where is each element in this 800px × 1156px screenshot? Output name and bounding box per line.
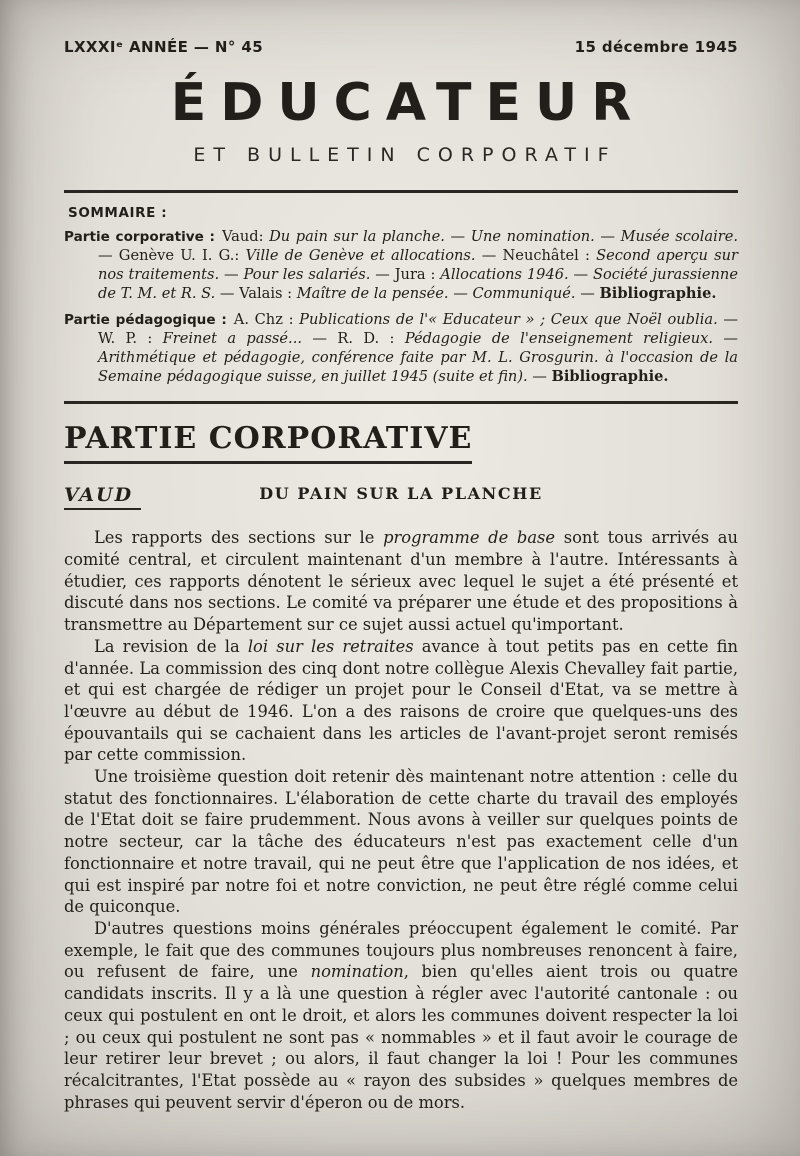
paragraph: D'autres questions moins générales préoccupent également le comité. Par exemple, le fait que des communes toujours plus nombreuses renoncent à faire, ou refusent de faire, une nomination, bien qu'elles aient trois ou quatre candidats inscrits. Il y a là une question à régler avec l'autorité cantonale : ou ceux qui postulent en ont le droit, et alors les communes doivent respecter la loi ; ou ceux qui postulent ne sont pas « nommables » et il faut avoir le courage de leur retirer leur brevet ; ou alors, il faut changer la loi ! Pour les communes récalcitrantes, l'Etat possède au « rayon des subsides » quelques membres de phrases qui peuvent servir d'éperon ou de mors. <box>64 919 738 1112</box>
article-body <box>64 527 738 1113</box>
article-head <box>64 484 738 512</box>
sommaire-lead-pedagogique: Partie pédagogique : <box>64 312 227 329</box>
sommaire-entry-pedagogique <box>64 311 738 387</box>
sommaire-lead-corporative: Partie corporative : <box>64 228 215 245</box>
sommaire-label: SOMMAIRE : <box>68 204 168 221</box>
sommaire-text-pedagogique: A. Chz : Publications de l'« Educateur » ; Ceux que Noël oublia. — W. P. : Freinet a passé... — R. D. : Pédagogie de l'enseignement religieux. — Arithmétique et pédagogie, conférence faite par M. L. Grosgurin. à l'occasion de la Semaine pédagogique suisse, en juillet 1945 (suite et fin). — Bibliographie. <box>98 311 739 386</box>
masthead <box>64 38 738 166</box>
section-heading-text: PARTIE CORPORATIVE <box>64 422 472 464</box>
article-title: DU PAIN SUR LA PLANCHE <box>259 484 543 504</box>
sommaire-section <box>64 205 738 388</box>
journal-title: ÉDUCATEUR <box>170 73 646 133</box>
issue-number: LXXXIᵉ ANNÉE — N° 45 <box>64 38 264 56</box>
journal-subtitle: ET BULLETIN CORPORATIF <box>193 143 617 166</box>
paragraph: Les rapports des sections sur le programme de base sont tous arrivés au comité central, et circulent maintenant d'un membre à l'autre. Intéressants à étudier, ces rapports dénotent le sérieux avec lequel le sujet a été présenté et discuté dans nos sections. Le comité va préparer une étude et des propositions à transmettre au Département sur ce sujet aussi actuel qu'important. <box>64 528 738 635</box>
paragraph: La revision de la loi sur les retraites avance à tout petits pas en cette fin d'année. La commission des cinq dont notre collègue Alexis Chevalley fait partie, et qui est chargée de rédiger un projet pour le Conseil d'Etat, va se mettre à l'œuvre au début de 1946. L'on a des raisons de croire que quelques-uns des épouvantails qui se cachaient dans les articles de l'avant-projet seront remisés par cette commission. <box>64 636 738 765</box>
issue-date: 15 décembre 1945 <box>574 38 738 56</box>
paragraph: Une troisième question doit retenir dès maintenant notre attention : celle du statut des fonctionnaires. L'élaboration de cette charte du travail des employés de l'Etat doit se faire prudemment. Nous avons à veiller sur quelques points de notre secteur, car la tâche des éducateurs n'est pas exactement celle d'un fonctionnaire et notre travail, qui ne peut être que l'application de nos idées, et qui est inspiré par notre foi et notre conviction, ne peut être réglé comme celui de quiconque. <box>64 767 738 917</box>
issue-row <box>64 38 738 56</box>
sommaire-text-corporative: Vaud: Du pain sur la planche. — Une nomination. — Musée scolaire. — Genève U. I. G.: Ville de Genève et allocations. — Neuchâtel : Second aperçu sur nos traitements. — Pour les salariés. — Jura : Allocations 1946. — Société jurassienne de T. M. et R. S. — Valais : Maître de la pensée. — Communiqué. — Bibliographie. <box>98 227 738 302</box>
sommaire-entry-corporative <box>64 228 738 304</box>
section-heading <box>64 422 738 464</box>
rule-top <box>64 190 738 193</box>
article-kicker: VAUD <box>64 484 141 510</box>
rule-middle <box>64 401 738 404</box>
